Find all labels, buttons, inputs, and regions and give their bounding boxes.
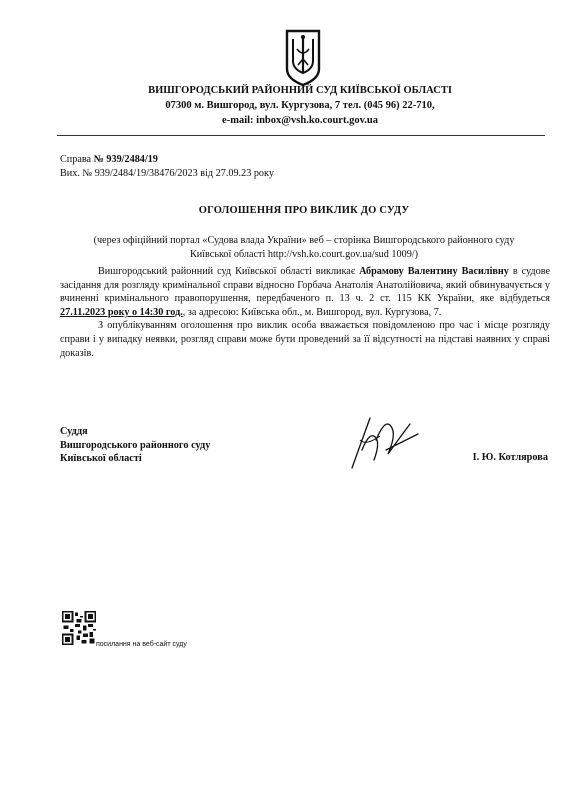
hearing-datetime: 27.11.2023 року о 14:30 год. [60,306,183,318]
coat-of-arms-emblem [284,29,322,87]
header-divider [57,135,545,136]
court-email: e-mail: inbox@vsh.ko.court.gov.ua [222,115,378,126]
qr-code[interactable] [62,611,96,645]
judge-region: Київської області [60,453,142,465]
summons-text-a: Вишгородський районний суд Київської області викликає [98,266,360,277]
summons-text-c: , за адресою: Київська обл., м. Вишгород, вул. Кургузова, 7. [182,306,442,318]
court-name: ВИШГОРОДСЬКИЙ РАЙОННИЙ СУД КИЇВСЬКОЇ ОБЛАСТІ [148,85,452,96]
judge-name: І. Ю. Котлярова [472,452,548,463]
case-label: Справа [60,154,92,165]
summons-text-b: в судове засідання для розгляду кримінальної справи відносно Горбача Анатолія Анатолійовича, який обвинувачується у вчиненні кримінального правопорушення, передбаченого п. 13 ч. 2 ст. 115 КК України, яке відбудеться [60,266,550,305]
outgoing-number: Вих. № 939/2484/19/38476/2023 від 27.09.23 року [60,168,274,179]
judge-title: Суддя [60,426,88,437]
summoned-person: Абрамову Валентину Василівну [359,266,509,277]
case-reference [60,153,274,181]
notice-body [60,265,550,360]
judge-title-block [60,425,210,466]
handwritten-signature [340,410,420,476]
judge-court: Вишгородського районного суду [60,439,211,451]
court-address: 07300 м. Вишгород, вул. Кургузова, 7 тел. (045 96) 22-710, [165,100,435,111]
paragraph-summons [60,265,550,319]
subtitle-line-2: Київської області http://vsh.ko.court.gov.ua/sud 1009/) [189,249,419,260]
paragraph-consequences: З опублікуванням оголошення про виклик особа вважається повідомленою про час і місце розгляду справи і у випадку неявки, розгляд справи може бути проведений за її відсутності на підставі наявних у справі доказів. [60,320,550,359]
subtitle-line-1: (через офіційний портал «Судова влада України» веб – сторінка Вишгородського районного суду [93,235,515,246]
case-number: № 939/2484/19 [93,154,158,165]
qr-caption: посилання на веб-сайт суду [96,641,187,648]
notice-subtitle [60,234,548,262]
notice-title: ОГОЛОШЕННЯ ПРО ВИКЛИК ДО СУДУ [198,205,410,216]
